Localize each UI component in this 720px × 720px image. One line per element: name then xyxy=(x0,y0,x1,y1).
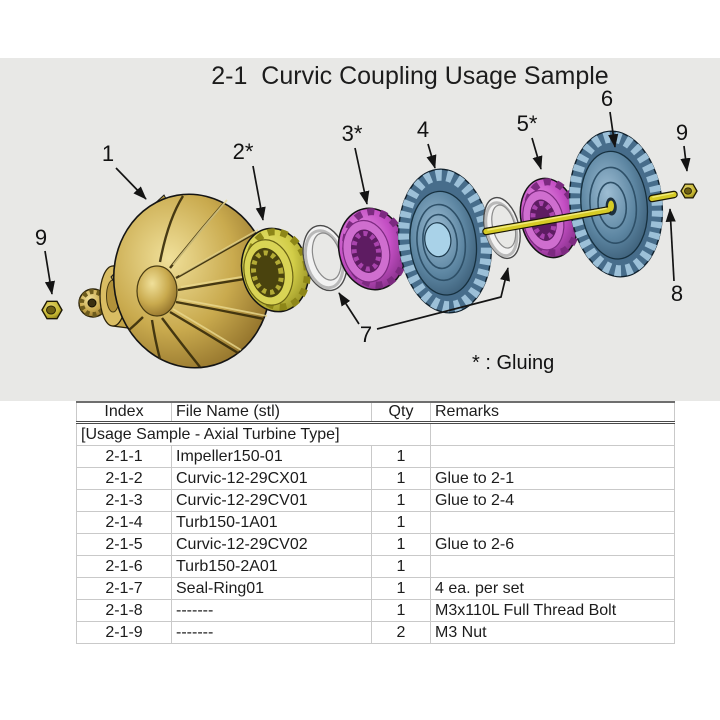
callout-label-9-left: 9 xyxy=(34,225,48,250)
cell-index: 2-1-6 xyxy=(77,556,172,578)
callout-line-5 xyxy=(532,138,541,169)
callout-line-7a xyxy=(339,293,359,324)
callout-label-5: 5* xyxy=(516,111,538,136)
cell-file: Seal-Ring01 xyxy=(172,578,372,600)
exploded-view-diagram xyxy=(0,58,720,401)
cell-qty: 1 xyxy=(372,468,431,490)
callout-label-1: 1 xyxy=(101,141,115,166)
cell-remarks: M3 Nut xyxy=(431,622,675,644)
table-row xyxy=(77,446,675,468)
turbine-wheel-1 xyxy=(392,165,499,318)
cell-remarks xyxy=(431,423,675,446)
callout-label-9-right: 9 xyxy=(675,120,689,145)
table-row xyxy=(77,578,675,600)
cell-file: Curvic-12-29CV02 xyxy=(172,534,372,556)
cell-qty: 1 xyxy=(372,600,431,622)
callout-line-3 xyxy=(355,148,367,204)
impeller-nose xyxy=(137,266,177,316)
callout-line-4 xyxy=(428,144,435,168)
nut-right xyxy=(681,184,697,198)
table-group-row xyxy=(77,423,675,446)
callout-label-6: 6 xyxy=(600,86,614,111)
callout-label-8: 8 xyxy=(670,281,684,306)
cell-remarks: 4 ea. per set xyxy=(431,578,675,600)
cell-index: 2-1-9 xyxy=(77,622,172,644)
table-row xyxy=(77,622,675,644)
callout-line-8 xyxy=(670,209,674,281)
turbine-wheel-2 xyxy=(563,127,670,282)
cell-remarks: Glue to 2-6 xyxy=(431,534,675,556)
cell-qty: 1 xyxy=(372,534,431,556)
callout-line-9-left xyxy=(45,251,52,294)
table-row xyxy=(77,468,675,490)
cell-qty: 1 xyxy=(372,556,431,578)
cell-file: ------- xyxy=(172,600,372,622)
cell-file: Turb150-2A01 xyxy=(172,556,372,578)
header-file: File Name (stl) xyxy=(172,402,372,423)
table-row xyxy=(77,600,675,622)
parts-table-header xyxy=(77,402,675,423)
cell-qty: 1 xyxy=(372,578,431,600)
cell-index: 2-1-2 xyxy=(77,468,172,490)
cell-index: 2-1-5 xyxy=(77,534,172,556)
callout-label-2: 2* xyxy=(232,139,254,164)
callout-label-3: 3* xyxy=(341,121,363,146)
cell-qty: 2 xyxy=(372,622,431,644)
table-row xyxy=(77,534,675,556)
cell-remarks xyxy=(431,512,675,534)
cell-qty: 1 xyxy=(372,446,431,468)
table-row xyxy=(77,490,675,512)
cell-remarks xyxy=(431,556,675,578)
page-title: 2-1 Curvic Coupling Usage Sample xyxy=(211,62,609,90)
cell-index: 2-1-7 xyxy=(77,578,172,600)
parts-table xyxy=(76,401,675,644)
cell-remarks: M3x110L Full Thread Bolt xyxy=(431,600,675,622)
callout-line-2 xyxy=(253,166,263,220)
header-qty: Qty xyxy=(372,402,431,423)
table-row xyxy=(77,512,675,534)
header-remarks: Remarks xyxy=(431,402,675,423)
gluing-note: * : Gluing xyxy=(472,352,555,374)
cell-remarks: Glue to 2-4 xyxy=(431,490,675,512)
cell-qty: 1 xyxy=(372,512,431,534)
callout-label-7: 7 xyxy=(359,322,373,347)
cell-remarks xyxy=(431,446,675,468)
cell-index: 2-1-4 xyxy=(77,512,172,534)
cell-file: Turb150-1A01 xyxy=(172,512,372,534)
cell-remarks: Glue to 2-1 xyxy=(431,468,675,490)
table-row xyxy=(77,556,675,578)
cell-file: ------- xyxy=(172,622,372,644)
header-index: Index xyxy=(77,402,172,423)
callout-line-1 xyxy=(116,168,146,199)
callout-line-9-right xyxy=(684,146,687,171)
cell-index: 2-1-8 xyxy=(77,600,172,622)
cell-file: Curvic-12-29CX01 xyxy=(172,468,372,490)
cell-index: 2-1-3 xyxy=(77,490,172,512)
cell-file: Curvic-12-29CV01 xyxy=(172,490,372,512)
nut-left xyxy=(42,301,62,318)
cell-qty: 1 xyxy=(372,490,431,512)
table-body xyxy=(77,423,675,644)
cell-file: Impeller150-01 xyxy=(172,446,372,468)
cell-index: 2-1-1 xyxy=(77,446,172,468)
cell-group-label: [Usage Sample - Axial Turbine Type] xyxy=(77,423,431,446)
callout-label-4: 4 xyxy=(416,117,430,142)
header-row xyxy=(77,402,675,423)
